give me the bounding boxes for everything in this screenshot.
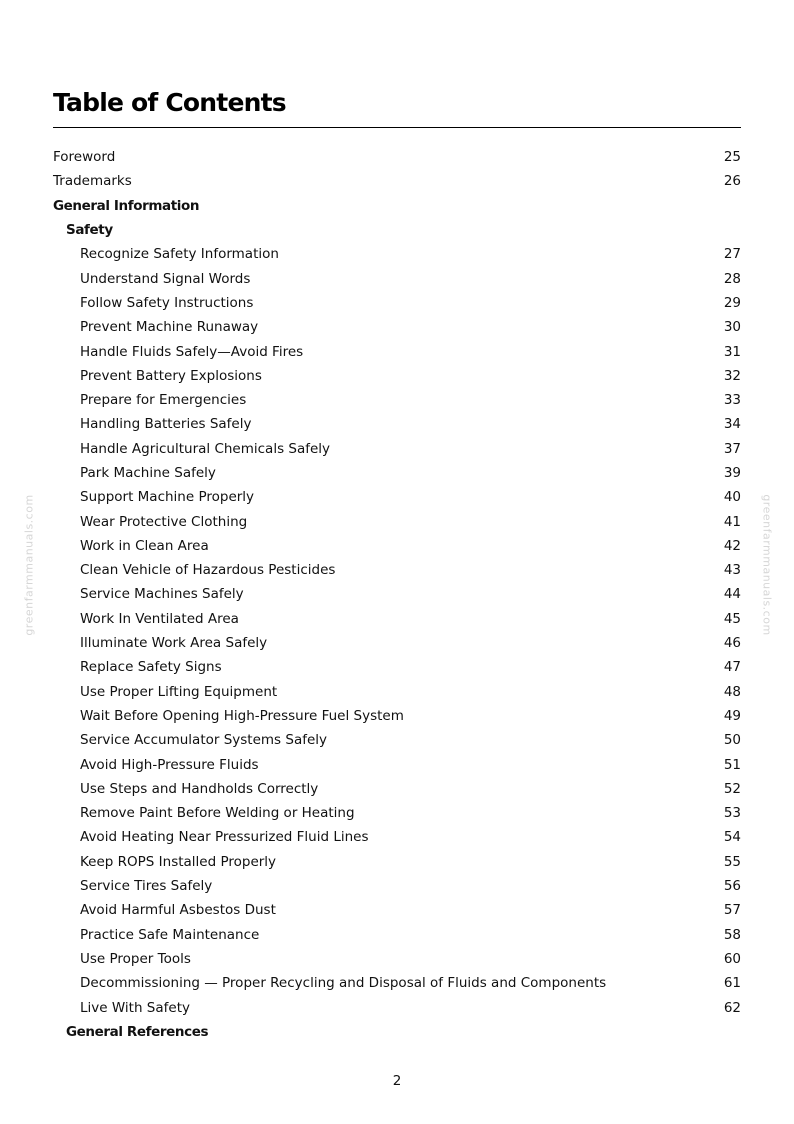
toc-entry-label: Wait Before Opening High-Pressure Fuel System <box>80 707 404 724</box>
toc-entry[interactable] <box>53 485 741 509</box>
toc-entry-label: General Information <box>53 197 200 214</box>
toc-entry[interactable] <box>53 680 741 704</box>
toc-entry-page: 62 <box>723 999 741 1016</box>
toc-entry-label: Work In Ventilated Area <box>80 610 239 627</box>
toc-entry-label: General References <box>66 1023 209 1040</box>
toc-entry[interactable] <box>53 169 741 193</box>
toc-entry-page: 25 <box>723 149 741 166</box>
toc-entry-label: Handling Batteries Safely <box>80 416 252 433</box>
toc-entry-label: Recognize Safety Information <box>80 246 279 263</box>
toc-entry-label: Practice Safe Maintenance <box>80 926 260 943</box>
toc-entry-page: 32 <box>723 367 741 384</box>
toc-entry-page: 52 <box>723 780 741 797</box>
toc-entry-page: 33 <box>723 392 741 409</box>
title-divider <box>53 127 741 128</box>
toc-entry-label: Prepare for Emergencies <box>80 392 247 409</box>
toc-entry[interactable] <box>53 291 741 315</box>
toc-entry-label: Service Tires Safely <box>80 878 213 895</box>
toc-entry-label: Live With Safety <box>80 999 190 1016</box>
toc-entry[interactable] <box>53 777 741 801</box>
toc-entry-page: 53 <box>723 805 741 822</box>
toc-entry[interactable] <box>53 534 741 558</box>
toc-entry-label: Remove Paint Before Welding or Heating <box>80 805 355 822</box>
toc-entry[interactable] <box>53 437 741 461</box>
toc-entry[interactable] <box>53 825 741 849</box>
toc-entry-label: Avoid Heating Near Pressurized Fluid Lines <box>80 829 369 846</box>
toc-entry-page: 29 <box>723 294 741 311</box>
toc-entry[interactable] <box>53 923 741 947</box>
toc-entry-page: 26 <box>723 173 741 190</box>
toc-entry-label: Park Machine Safely <box>80 465 216 481</box>
toc-entry[interactable] <box>53 995 741 1019</box>
toc-entry-label: Clean Vehicle of Hazardous Pesticides <box>80 562 336 579</box>
toc-entry-page: 55 <box>723 853 741 870</box>
toc-entry-page: 28 <box>723 270 741 287</box>
toc-entry[interactable] <box>53 266 741 290</box>
toc-entry[interactable] <box>53 850 741 874</box>
toc-entry-page: 58 <box>723 926 741 943</box>
toc-entry-label: Foreword <box>53 149 116 166</box>
toc-entry[interactable] <box>53 315 741 339</box>
toc-entry[interactable] <box>53 655 741 679</box>
toc-entry-label: Use Proper Lifting Equipment <box>80 683 278 700</box>
toc-entry[interactable] <box>53 947 741 971</box>
toc-entry[interactable] <box>53 364 741 388</box>
toc-entry-label: Trademarks <box>53 173 132 190</box>
toc-entry[interactable] <box>53 704 741 728</box>
toc-list <box>53 145 741 1044</box>
toc-entry-page: 30 <box>723 319 741 336</box>
toc-entry-label: Handle Agricultural Chemicals Safely <box>80 440 331 457</box>
toc-entry-page: 34 <box>723 416 741 433</box>
toc-entry[interactable] <box>53 728 741 752</box>
toc-entry[interactable] <box>53 607 741 631</box>
toc-entry-page: 57 <box>723 902 741 919</box>
toc-entry-page: 48 <box>723 683 741 700</box>
toc-entry[interactable] <box>53 582 741 606</box>
toc-entry-page: 45 <box>723 610 741 627</box>
toc-entry[interactable] <box>53 461 741 485</box>
toc-entry[interactable] <box>53 242 741 266</box>
toc-entry-label: Service Accumulator Systems Safely <box>80 732 328 749</box>
toc-entry-page: 46 <box>723 635 741 652</box>
toc-section-heading <box>53 194 741 218</box>
toc-entry-page: 41 <box>723 513 741 530</box>
toc-section-heading <box>53 218 741 242</box>
toc-entry-label: Follow Safety Instructions <box>80 294 254 311</box>
toc-entry-page: 44 <box>723 586 741 603</box>
toc-entry[interactable] <box>53 412 741 436</box>
toc-entry-page: 42 <box>723 537 741 554</box>
toc-entry-page: 47 <box>723 659 741 676</box>
toc-entry-label: Avoid High-Pressure Fluids <box>80 756 259 773</box>
toc-entry[interactable] <box>53 339 741 363</box>
toc-entry[interactable] <box>53 874 741 898</box>
toc-entry-page: 39 <box>723 465 741 481</box>
toc-entry[interactable] <box>53 388 741 412</box>
toc-entry-label: Prevent Battery Explosions <box>80 367 262 384</box>
watermark-right: greenfarmmanuals.com <box>760 494 774 636</box>
toc-entry-page: 40 <box>723 489 741 506</box>
toc-entry-label: Decommissioning — Proper Recycling and Disposal of Fluids and Components <box>80 975 607 992</box>
toc-entry-label: Service Machines Safely <box>80 586 244 603</box>
toc-entry-label: Keep ROPS Installed Properly <box>80 853 277 870</box>
toc-entry[interactable] <box>53 801 741 825</box>
toc-entry-label: Replace Safety Signs <box>80 659 222 676</box>
toc-entry-label: Understand Signal Words <box>80 270 251 287</box>
toc-entry-label: Safety <box>66 222 113 239</box>
toc-entry-label: Support Machine Properly <box>80 489 255 506</box>
toc-entry-page: 56 <box>723 878 741 895</box>
toc-entry-label: Use Proper Tools <box>80 950 191 967</box>
toc-entry-label: Avoid Harmful Asbestos Dust <box>80 902 276 919</box>
toc-entry-page: 27 <box>723 246 741 263</box>
toc-entry-page: 60 <box>723 950 741 967</box>
page-number: 2 <box>392 1073 402 1089</box>
toc-entry[interactable] <box>53 898 741 922</box>
toc-entry-label: Prevent Machine Runaway <box>80 319 259 336</box>
toc-entry-label: Wear Protective Clothing <box>80 513 248 530</box>
toc-entry-label: Illuminate Work Area Safely <box>80 635 268 652</box>
watermark-left: greenfarmmanuals.com <box>22 494 36 636</box>
toc-section-heading <box>53 1020 741 1044</box>
page-title: Table of Contents <box>53 88 286 117</box>
toc-entry-page: 43 <box>723 562 741 579</box>
toc-entry[interactable] <box>53 145 741 169</box>
toc-entry[interactable] <box>53 631 741 655</box>
toc-entry-page: 37 <box>723 440 741 457</box>
toc-entry-page: 50 <box>723 732 741 749</box>
toc-entry-page: 31 <box>723 343 741 360</box>
toc-entry-label: Use Steps and Handholds Correctly <box>80 780 319 797</box>
toc-entry-page: 61 <box>723 975 741 992</box>
toc-entry[interactable] <box>53 558 741 582</box>
toc-entry-label: Handle Fluids Safely—Avoid Fires <box>80 343 304 360</box>
toc-entry-page: 54 <box>723 829 741 846</box>
toc-entry-page: 49 <box>723 707 741 724</box>
toc-entry[interactable] <box>53 752 741 776</box>
toc-entry[interactable] <box>53 509 741 533</box>
toc-entry-page: 51 <box>723 756 741 773</box>
toc-entry-label: Work in Clean Area <box>80 537 209 554</box>
toc-entry[interactable] <box>53 971 741 995</box>
